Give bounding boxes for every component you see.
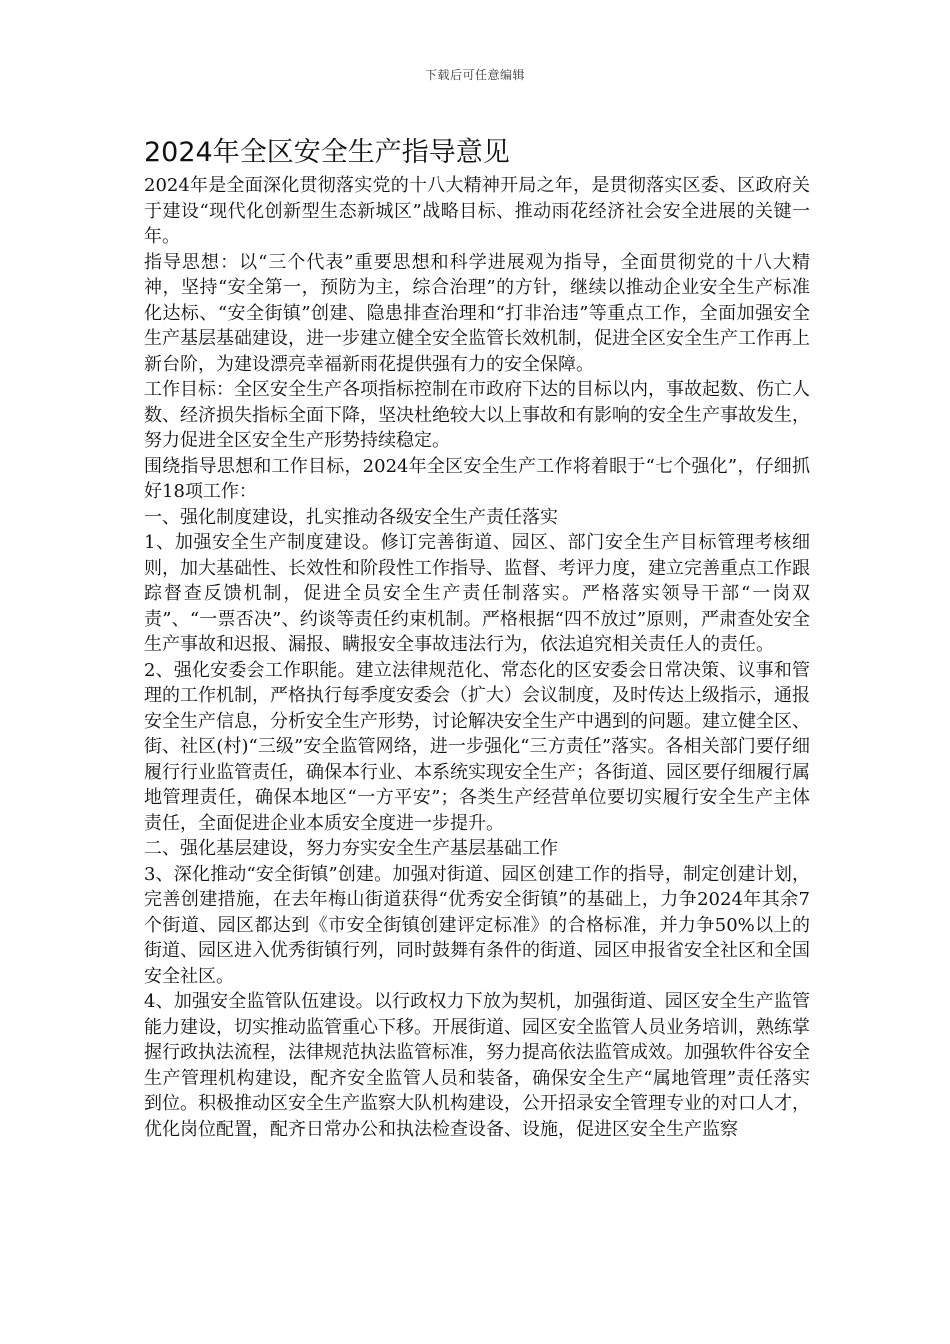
paragraph-item-1: 1、加强安全生产制度建设。修订完善街道、园区、部门安全生产目标管理考核细则，加大基础性、长效性和阶段性工作指导、监督、考评力度，建立完善重点工作跟踪督查反馈机制，促进全员安全生产责任制落实。严格落实领导干部“一岗双责”、“一票否决”、约谈等责任约束机制。严格根据“四不放过”原则，严肃查处安全生产事故和迟报、漏报、瞒报安全事故违法行为，依法追究相关责任人的责任。	[144, 532, 810, 655]
paragraph-overview: 围绕指导思想和工作目标，2024年全区安全生产工作将着眼于“七个强化”，仔细抓好18项工作：	[144, 455, 810, 502]
header-note: 下载后可任意编辑	[424, 68, 525, 82]
section-heading-1: 一、强化制度建设，扎实推动各级安全生产责任落实	[144, 506, 558, 528]
paragraph-item-3: 3、深化推动“安全街镇”创建。加强对街道、园区创建工作的指导，制定创建计划，完善创建措施，在去年梅山街道获得“优秀安全街镇”的基础上，力争2024年其余7个街道、园区都达到《市安全街镇创建评定标准》的合格标准，并力争50%以上的街道、园区进入优秀街镇行列，同时鼓舞有条件的街道、园区申报省安全社区和全国安全社区。	[144, 863, 810, 987]
paragraph-work-goal: 工作目标：全区安全生产各项指标控制在市政府下达的目标以内，事故起数、伤亡人数、经济损失指标全面下降，坚决杜绝较大以上事故和有影响的安全生产事故发生，努力促进全区安全生产形势持续稳定。	[144, 379, 810, 451]
section-heading-2: 二、强化基层建设，努力夯实安全生产基层基础工作	[144, 838, 558, 859]
document-body	[144, 133, 810, 1142]
paragraph-item-2: 2、强化安委会工作职能。建立法律规范化、常态化的区安委会日常决策、议事和管理的工作机制，严格执行每季度安委会（扩大）会议制度，及时传达上级指示，通报安全生产信息，分析安全生产形势，讨论解决安全生产中遇到的问题。建立健全区、街、社区(村)“三级”安全监管网络，进一步强化“三方责任”落实。各相关部门要仔细履行行业监管责任，确保本行业、本系统实现安全生产；各街道、园区要仔细履行属地管理责任，确保本地区“一方平安”；各类生产经营单位要切实履行安全生产主体责任，全面促进企业本质安全度进一步提升。	[144, 659, 810, 834]
document-title: 2024年全区安全生产指导意见	[144, 137, 510, 168]
paragraph-guiding-thought: 指导思想：以“三个代表”重要思想和科学进展观为指导，全面贯彻党的十八大精神，坚持“安全第一，预防为主，综合治理”的方针，继续以推动企业安全生产标准化达标、“安全街镇”创建、隐患排查治理和“打非治违”等重点工作，全面加强安全生产基层基础建设，进一步建立健全安全监管长效机制，促进全区安全生产工作再上新台阶，为建设漂亮幸福新雨花提供强有力的安全保障。	[144, 251, 810, 375]
paragraph-intro: 2024年是全面深化贯彻落实党的十八大精神开局之年，是贯彻落实区委、区政府关于建设“现代化创新型生态新城区”战略目标、推动雨花经济社会安全进展的关键一年。	[144, 175, 810, 247]
paragraph-item-4: 4、加强安全监管队伍建设。以行政权力下放为契机，加强街道、园区安全生产监管能力建设，切实推动监管重心下移。开展街道、园区安全监管人员业务培训，熟练掌握行政执法流程，法律规范执法监管标准，努力提高依法监管成效。加强软件谷安全生产管理机构建设，配齐安全监管人员和装备，确保安全生产“属地管理”责任落实到位。积极推动区安全生产监察大队机构建设，公开招录安全管理专业的对口人才，优化岗位配置，配齐日常办公和执法检查设备、设施，促进区安全生产监察	[144, 991, 810, 1140]
